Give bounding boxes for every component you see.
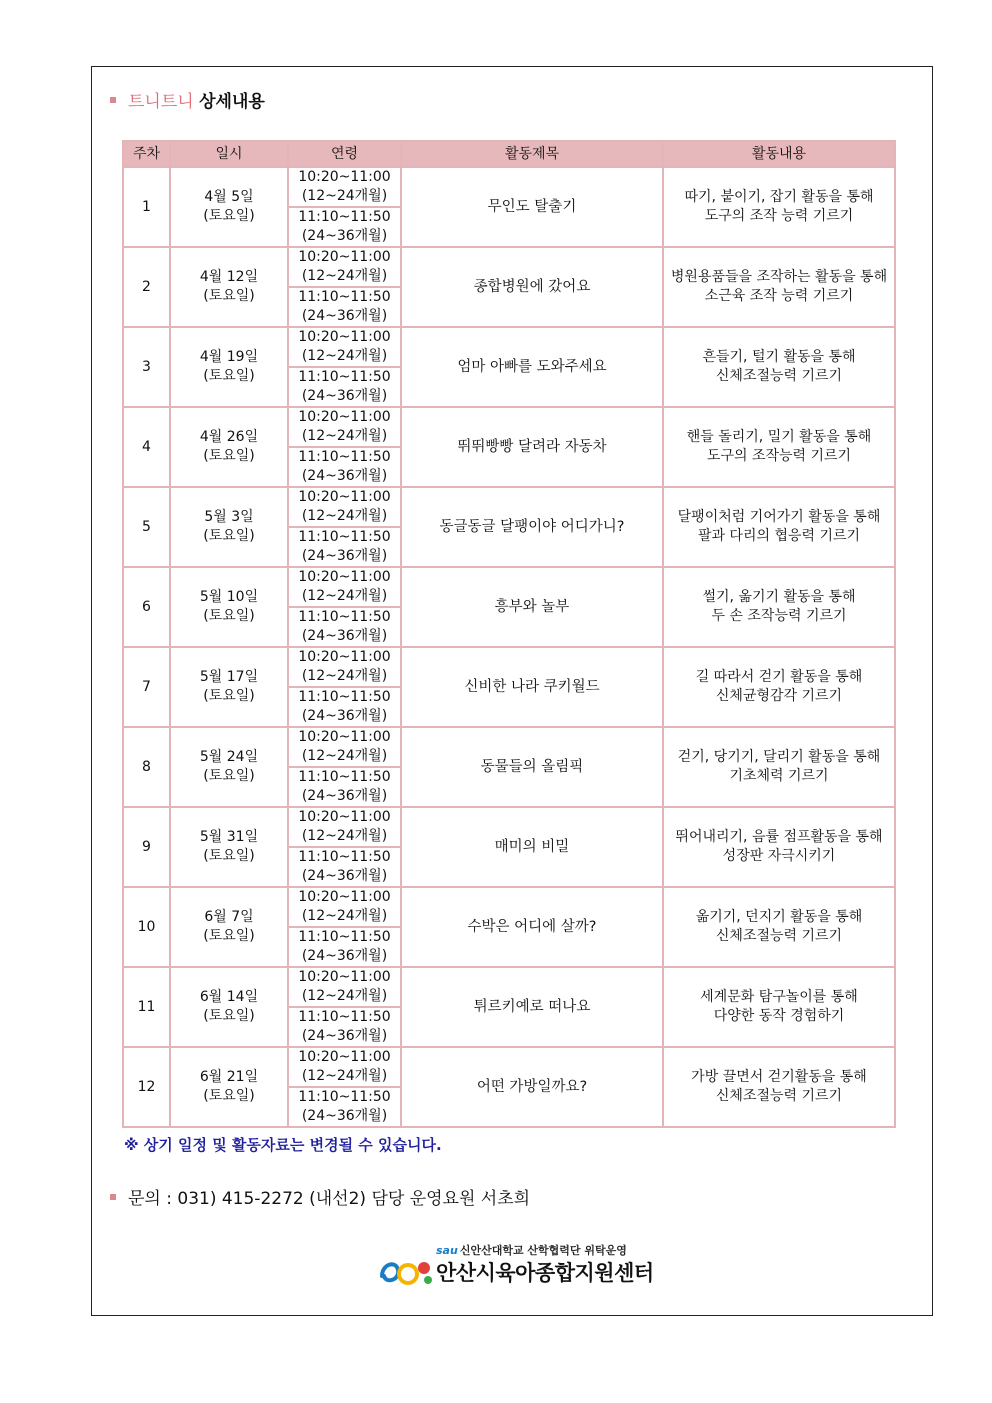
week-number: 4	[142, 438, 151, 455]
age-slot-2	[288, 607, 401, 647]
content-line-1: 옮기기, 던지기 활동을 통해	[695, 909, 863, 925]
activity-content	[663, 167, 895, 247]
week-number: 11	[137, 998, 156, 1015]
slot-time: 11:10~11:50	[298, 369, 391, 385]
date-cell	[170, 487, 288, 567]
week-number: 8	[142, 758, 151, 775]
header-date: 일시	[170, 141, 288, 167]
table-row	[123, 567, 895, 607]
day-text: (토요일)	[203, 1088, 255, 1104]
slot-age: (24~36개월)	[301, 628, 388, 644]
activity-title	[401, 327, 663, 407]
week-cell	[123, 807, 170, 887]
activity-title-text: 엄마 아빠를 도와주세요	[457, 358, 607, 375]
week-cell	[123, 407, 170, 487]
slot-time: 10:20~11:00	[298, 249, 391, 265]
date-text: 6월 21일	[199, 1069, 259, 1085]
section-title: 상세내용	[199, 92, 265, 112]
day-text: (토요일)	[203, 1008, 255, 1024]
day-text: (토요일)	[203, 848, 255, 864]
logo-brand: sau	[436, 1244, 458, 1257]
day-text: (토요일)	[203, 928, 255, 944]
slot-time: 10:20~11:00	[298, 489, 391, 505]
slot-age: (12~24개월)	[301, 908, 388, 924]
age-slot-2	[288, 207, 401, 247]
content-line-1: 썰기, 옮기기 활동을 통해	[702, 589, 856, 605]
age-slot-1	[288, 407, 401, 447]
slot-time: 11:10~11:50	[298, 209, 391, 225]
date-text: 5월 3일	[204, 509, 254, 525]
content-line-1: 뛰어내리기, 음률 점프활동을 통해	[675, 829, 883, 845]
slot-age: (12~24개월)	[301, 668, 388, 684]
slot-age: (12~24개월)	[301, 1068, 388, 1084]
date-cell	[170, 167, 288, 247]
activity-content	[663, 967, 895, 1047]
activity-content	[663, 647, 895, 727]
slot-time: 10:20~11:00	[298, 649, 391, 665]
age-slot-1	[288, 167, 401, 207]
table-row	[123, 167, 895, 207]
week-cell	[123, 887, 170, 967]
table-row	[123, 487, 895, 527]
slot-time: 10:20~11:00	[298, 1049, 391, 1065]
age-slot-2	[288, 1087, 401, 1127]
slot-time: 11:10~11:50	[298, 529, 391, 545]
age-slot-1	[288, 327, 401, 367]
date-cell	[170, 647, 288, 727]
content-line-1: 핸들 돌리기, 밀기 활동을 통해	[686, 429, 872, 445]
bullet-icon	[110, 1194, 116, 1200]
date-text: 5월 10일	[199, 589, 259, 605]
content-line-2: 성장판 자극시키기	[722, 848, 836, 864]
activity-content	[663, 727, 895, 807]
activity-title-text: 동글동글 달팽이야 어디가니?	[439, 518, 625, 535]
age-slot-2	[288, 847, 401, 887]
slot-time: 11:10~11:50	[298, 1009, 391, 1025]
content-line-2: 신체조절능력 기르기	[715, 368, 843, 384]
bullet-icon	[110, 97, 116, 103]
slot-age: (24~36개월)	[301, 308, 388, 324]
content-line-2: 도구의 조작능력 기르기	[706, 448, 852, 464]
slot-time: 10:20~11:00	[298, 169, 391, 185]
activity-title	[401, 247, 663, 327]
week-number: 5	[142, 518, 151, 535]
slot-time: 10:20~11:00	[298, 809, 391, 825]
date-text: 4월 12일	[199, 269, 259, 285]
logo-title: 안산시육아종합지원센터	[436, 1261, 654, 1285]
table-row	[123, 647, 895, 687]
table-row	[123, 1047, 895, 1087]
header-title: 활동제목	[401, 141, 663, 167]
day-text: (토요일)	[203, 688, 255, 704]
content-line-1: 따기, 붙이기, 잡기 활동을 통해	[684, 189, 874, 205]
slot-age: (12~24개월)	[301, 188, 388, 204]
age-slot-1	[288, 727, 401, 767]
date-cell	[170, 887, 288, 967]
content-line-2: 도구의 조작 능력 기르기	[704, 208, 854, 224]
slot-age: (24~36개월)	[301, 1108, 388, 1124]
activity-title	[401, 407, 663, 487]
age-slot-1	[288, 567, 401, 607]
slot-age: (24~36개월)	[301, 388, 388, 404]
week-number: 12	[137, 1078, 156, 1095]
content-line-1: 가방 끌면서 걷기활동을 통해	[691, 1069, 867, 1085]
week-number: 9	[142, 838, 151, 855]
activity-title-text: 수박은 어디에 살까?	[467, 918, 597, 935]
content-line-2: 두 손 조작능력 기르기	[711, 608, 847, 624]
slot-time: 10:20~11:00	[298, 729, 391, 745]
age-slot-2	[288, 527, 401, 567]
activity-title-text: 어떤 가방일까요?	[476, 1078, 588, 1095]
age-slot-1	[288, 1047, 401, 1087]
age-slot-2	[288, 1007, 401, 1047]
center-logo	[378, 1240, 658, 1290]
week-cell	[123, 567, 170, 647]
date-cell	[170, 727, 288, 807]
age-slot-2	[288, 927, 401, 967]
age-slot-1	[288, 887, 401, 927]
slot-age: (12~24개월)	[301, 588, 388, 604]
header-content: 활동내용	[663, 141, 895, 167]
week-cell	[123, 327, 170, 407]
slot-age: (24~36개월)	[301, 548, 388, 564]
slot-age: (12~24개월)	[301, 748, 388, 764]
age-slot-2	[288, 367, 401, 407]
week-cell	[123, 487, 170, 567]
age-slot-2	[288, 687, 401, 727]
date-text: 5월 24일	[199, 749, 259, 765]
day-text: (토요일)	[203, 368, 255, 384]
program-name: 트니트니	[128, 92, 194, 112]
activity-title-text: 동물들의 올림픽	[480, 758, 584, 775]
date-text: 4월 26일	[199, 429, 259, 445]
slot-time: 10:20~11:00	[298, 569, 391, 585]
slot-age: (12~24개월)	[301, 828, 388, 844]
table-row	[123, 727, 895, 767]
date-text: 4월 5일	[204, 189, 254, 205]
date-cell	[170, 407, 288, 487]
age-slot-1	[288, 967, 401, 1007]
date-cell	[170, 247, 288, 327]
slot-time: 11:10~11:50	[298, 1089, 391, 1105]
activity-title-text: 뛰뛰빵빵 달려라 자동차	[457, 438, 607, 455]
slot-time: 11:10~11:50	[298, 849, 391, 865]
table-row	[123, 887, 895, 927]
content-line-1: 걷기, 당기기, 달리기 활동을 통해	[677, 749, 881, 765]
slot-age: (12~24개월)	[301, 508, 388, 524]
activity-title-text: 튀르키예로 떠나요	[473, 998, 591, 1015]
date-cell	[170, 807, 288, 887]
slot-time: 10:20~11:00	[298, 329, 391, 345]
contact-text: 문의 : 031) 415-2272 (내선2) 담당 운영요원 서초희	[128, 1189, 531, 1209]
table-header-row	[123, 141, 895, 167]
day-text: (토요일)	[203, 288, 255, 304]
logo-mark-icon	[378, 1254, 434, 1286]
content-line-2: 다양한 동작 경험하기	[713, 1008, 845, 1024]
table-row	[123, 247, 895, 287]
day-text: (토요일)	[203, 608, 255, 624]
age-slot-2	[288, 447, 401, 487]
activity-title	[401, 967, 663, 1047]
slot-age: (12~24개월)	[301, 348, 388, 364]
activity-title	[401, 567, 663, 647]
schedule-body	[123, 167, 895, 1127]
date-text: 6월 14일	[199, 989, 259, 1005]
age-slot-2	[288, 767, 401, 807]
slot-age: (12~24개월)	[301, 988, 388, 1004]
week-number: 7	[142, 678, 151, 695]
header-week: 주차	[123, 141, 170, 167]
day-text: (토요일)	[203, 528, 255, 544]
date-cell	[170, 1047, 288, 1127]
activity-title-text: 매미의 비밀	[494, 838, 570, 855]
table-row	[123, 327, 895, 367]
activity-title	[401, 727, 663, 807]
age-slot-1	[288, 487, 401, 527]
date-text: 4월 19일	[199, 349, 259, 365]
table-row	[123, 967, 895, 1007]
content-line-1: 세계문화 탐구놀이를 통해	[700, 989, 858, 1005]
activity-content	[663, 567, 895, 647]
header-age: 연령	[288, 141, 401, 167]
date-text: 5월 17일	[199, 669, 259, 685]
logo-sub-text: 신안산대학교 산학협력단 위탁운영	[459, 1244, 627, 1257]
schedule-table	[122, 140, 896, 1128]
slot-time: 11:10~11:50	[298, 609, 391, 625]
activity-content	[663, 807, 895, 887]
day-text: (토요일)	[203, 448, 255, 464]
slot-age: (24~36개월)	[301, 788, 388, 804]
slot-time: 11:10~11:50	[298, 929, 391, 945]
date-cell	[170, 327, 288, 407]
content-line-1: 길 따라서 걷기 활동을 통해	[695, 669, 863, 685]
activity-title	[401, 167, 663, 247]
content-line-2: 신체조절능력 기르기	[715, 928, 843, 944]
activity-content	[663, 327, 895, 407]
week-number: 3	[142, 358, 151, 375]
date-cell	[170, 567, 288, 647]
age-slot-1	[288, 247, 401, 287]
activity-content	[663, 247, 895, 327]
date-text: 6월 7일	[204, 909, 254, 925]
activity-title-text: 흥부와 놀부	[494, 598, 570, 615]
logo-subtitle	[436, 1242, 627, 1258]
age-slot-2	[288, 287, 401, 327]
week-number: 6	[142, 598, 151, 615]
date-text: 5월 31일	[199, 829, 259, 845]
week-cell	[123, 647, 170, 727]
change-notice: ※ 상기 일정 및 활동자료는 변경될 수 있습니다.	[124, 1136, 442, 1154]
activity-title-text: 종합병원에 갔어요	[473, 278, 591, 295]
slot-age: (12~24개월)	[301, 268, 388, 284]
slot-time: 10:20~11:00	[298, 889, 391, 905]
age-slot-1	[288, 807, 401, 847]
slot-time: 11:10~11:50	[298, 769, 391, 785]
slot-age: (24~36개월)	[301, 708, 388, 724]
slot-time: 10:20~11:00	[298, 409, 391, 425]
content-line-1: 달팽이처럼 기어가기 활동을 통해	[677, 509, 881, 525]
activity-content	[663, 487, 895, 567]
table-row	[123, 407, 895, 447]
slot-age: (24~36개월)	[301, 1028, 388, 1044]
activity-title	[401, 887, 663, 967]
slot-time: 10:20~11:00	[298, 969, 391, 985]
slot-time: 11:10~11:50	[298, 449, 391, 465]
week-number: 1	[142, 198, 151, 215]
content-line-2: 신체균형감각 기르기	[715, 688, 843, 704]
content-line-2: 신체조절능력 기르기	[715, 1088, 843, 1104]
age-slot-1	[288, 647, 401, 687]
activity-title	[401, 487, 663, 567]
content-line-2: 기초체력 기르기	[729, 768, 829, 784]
activity-title-text: 신비한 나라 쿠키월드	[464, 678, 600, 695]
activity-title-text: 무인도 탈출기	[487, 198, 577, 215]
week-cell	[123, 727, 170, 807]
slot-age: (24~36개월)	[301, 948, 388, 964]
week-cell	[123, 247, 170, 327]
slot-time: 11:10~11:50	[298, 289, 391, 305]
activity-title	[401, 1047, 663, 1127]
activity-title	[401, 807, 663, 887]
week-number: 2	[142, 278, 151, 295]
contact-info	[110, 1184, 530, 1209]
week-cell	[123, 967, 170, 1047]
slot-age: (24~36개월)	[301, 228, 388, 244]
activity-title	[401, 647, 663, 727]
activity-content	[663, 407, 895, 487]
activity-content	[663, 1047, 895, 1127]
content-line-1: 흔들기, 털기 활동을 통해	[702, 349, 856, 365]
day-text: (토요일)	[203, 208, 255, 224]
content-line-2: 소근육 조작 능력 기르기	[704, 288, 854, 304]
slot-age: (24~36개월)	[301, 868, 388, 884]
content-line-2: 팔과 다리의 협응력 기르기	[697, 528, 861, 544]
week-cell	[123, 1047, 170, 1127]
slot-time: 11:10~11:50	[298, 689, 391, 705]
content-line-1: 병원용품들을 조작하는 활동을 통해	[670, 269, 888, 285]
day-text: (토요일)	[203, 768, 255, 784]
activity-content	[663, 887, 895, 967]
week-number: 10	[137, 918, 156, 935]
table-row	[123, 807, 895, 847]
date-cell	[170, 967, 288, 1047]
section-heading	[110, 90, 265, 114]
slot-age: (24~36개월)	[301, 468, 388, 484]
slot-age: (12~24개월)	[301, 428, 388, 444]
week-cell	[123, 167, 170, 247]
